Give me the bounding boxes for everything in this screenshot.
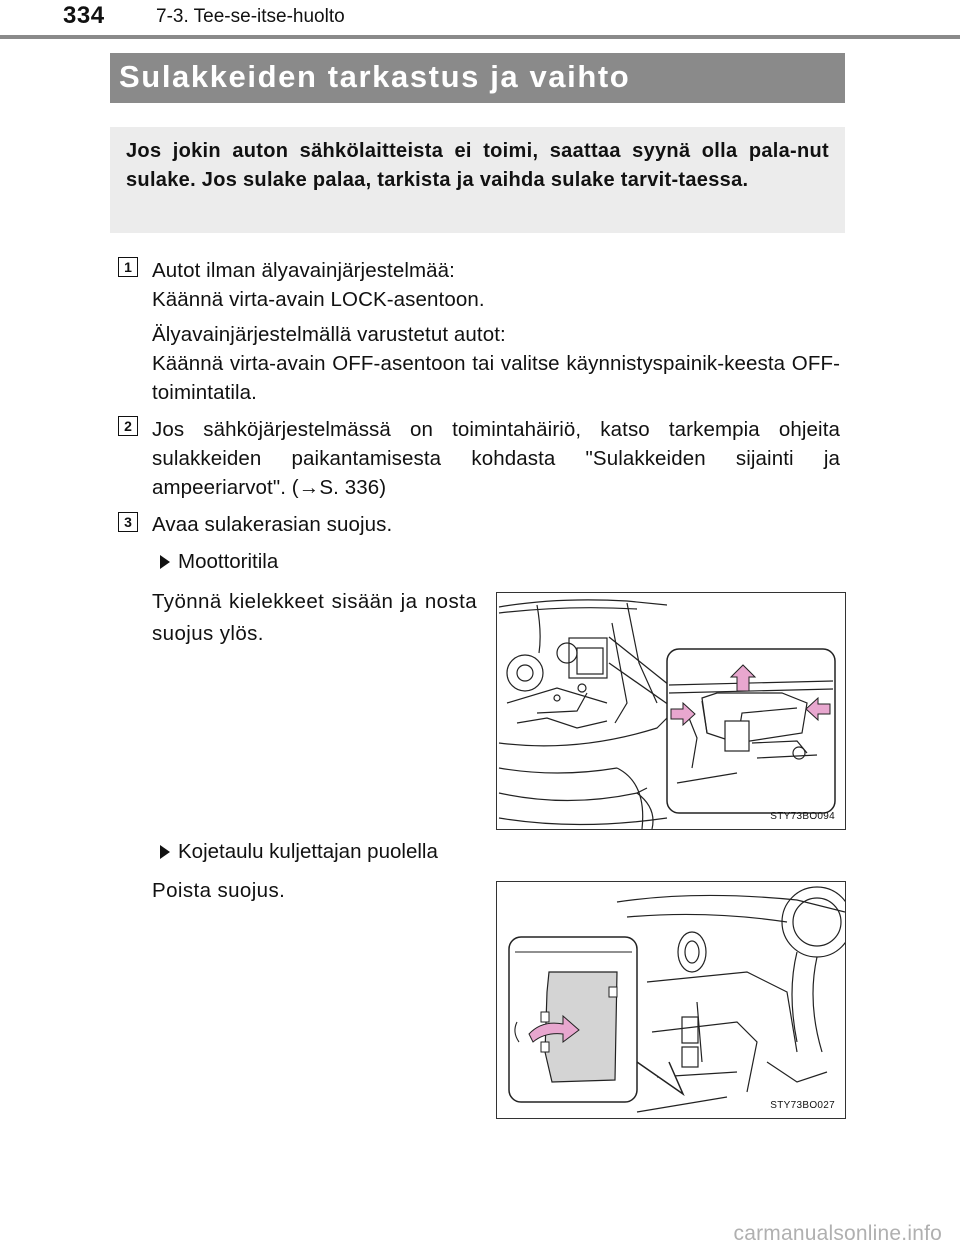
step-3-text: Avaa sulakerasian suojus. [152,513,393,536]
engine-bay-illustration [497,593,846,830]
figure-code-dashboard: STY73BO027 [770,1100,835,1111]
step-2-paragraph: Jos sähköjärjestelmässä on toimintahäiriö, katso tarkempia ohjeita sulakkeiden paikantamisesta kohdasta "Sulakkeiden sijainti ja ampeeriarvot". (→S. 336) [152,418,840,499]
subitem-engine-bay-title: Moottoritila [178,550,279,573]
subitem-engine-bay [160,547,278,576]
step-number-3: 3 [118,512,138,532]
step-2-text: Jos sähköjärjestelmässä on toimintahäiriö, katso tarkempia ohjeita sulakkeiden paikantamisesta kohdasta "Sulakkeiden sijainti ja ampeeriarvot". [152,418,840,499]
intro-box [110,127,845,233]
subitem-dashboard-instruction: Poista suojus. [152,879,286,902]
dashboard-illustration [497,882,846,1119]
step-1-paragraph-1 [152,256,840,314]
subitem-dashboard [160,837,438,866]
subitem-engine-bay-instruction: Työnnä kielekkeet sisään ja nosta suojus ylös. [152,590,477,645]
subitem-dashboard-title: Kojetaulu kuljettajan puolella [178,840,438,863]
step-1-text-2: Käännä virta-avain OFF-asentoon tai valitse käynnistyspainik-keesta OFF-toimintatila. [152,352,840,404]
bullet-triangle-icon [160,555,170,569]
bullet-triangle-icon [160,845,170,859]
step-number-1: 1 [118,257,138,277]
page-ref-arrow-icon: → [298,476,320,499]
figure-engine-bay [496,592,846,830]
figure-code-engine-bay: STY73BO094 [770,811,835,822]
step-1-heading-2: Älyavainjärjestelmällä varustetut autot: [152,323,506,346]
watermark: carmanualsonline.info [733,1222,942,1245]
step-1-paragraph-2 [152,320,840,407]
title-bar [110,53,845,103]
page-ref-link[interactable]: S. 336 [319,476,380,499]
intro-text: Jos jokin auton sähkölaitteista ei toimi, saattaa syynä olla pala-nut sulake. Jos sulake palaa, tarkista ja vaihda sulake tarvit-taessa. [126,140,829,191]
header-rule [0,35,960,39]
step-1-heading-1: Autot ilman älyavainjärjestelmää: [152,259,455,282]
page-title: Sulakkeiden tarkastus ja vaihto [119,59,631,94]
figure-dashboard [496,881,846,1119]
page-number: 334 [63,2,105,29]
step-number-2: 2 [118,416,138,436]
step-1-text-1: Käännä virta-avain LOCK-asentoon. [152,288,485,311]
section-title: 7-3. Tee-se-itse-huolto [156,6,345,27]
